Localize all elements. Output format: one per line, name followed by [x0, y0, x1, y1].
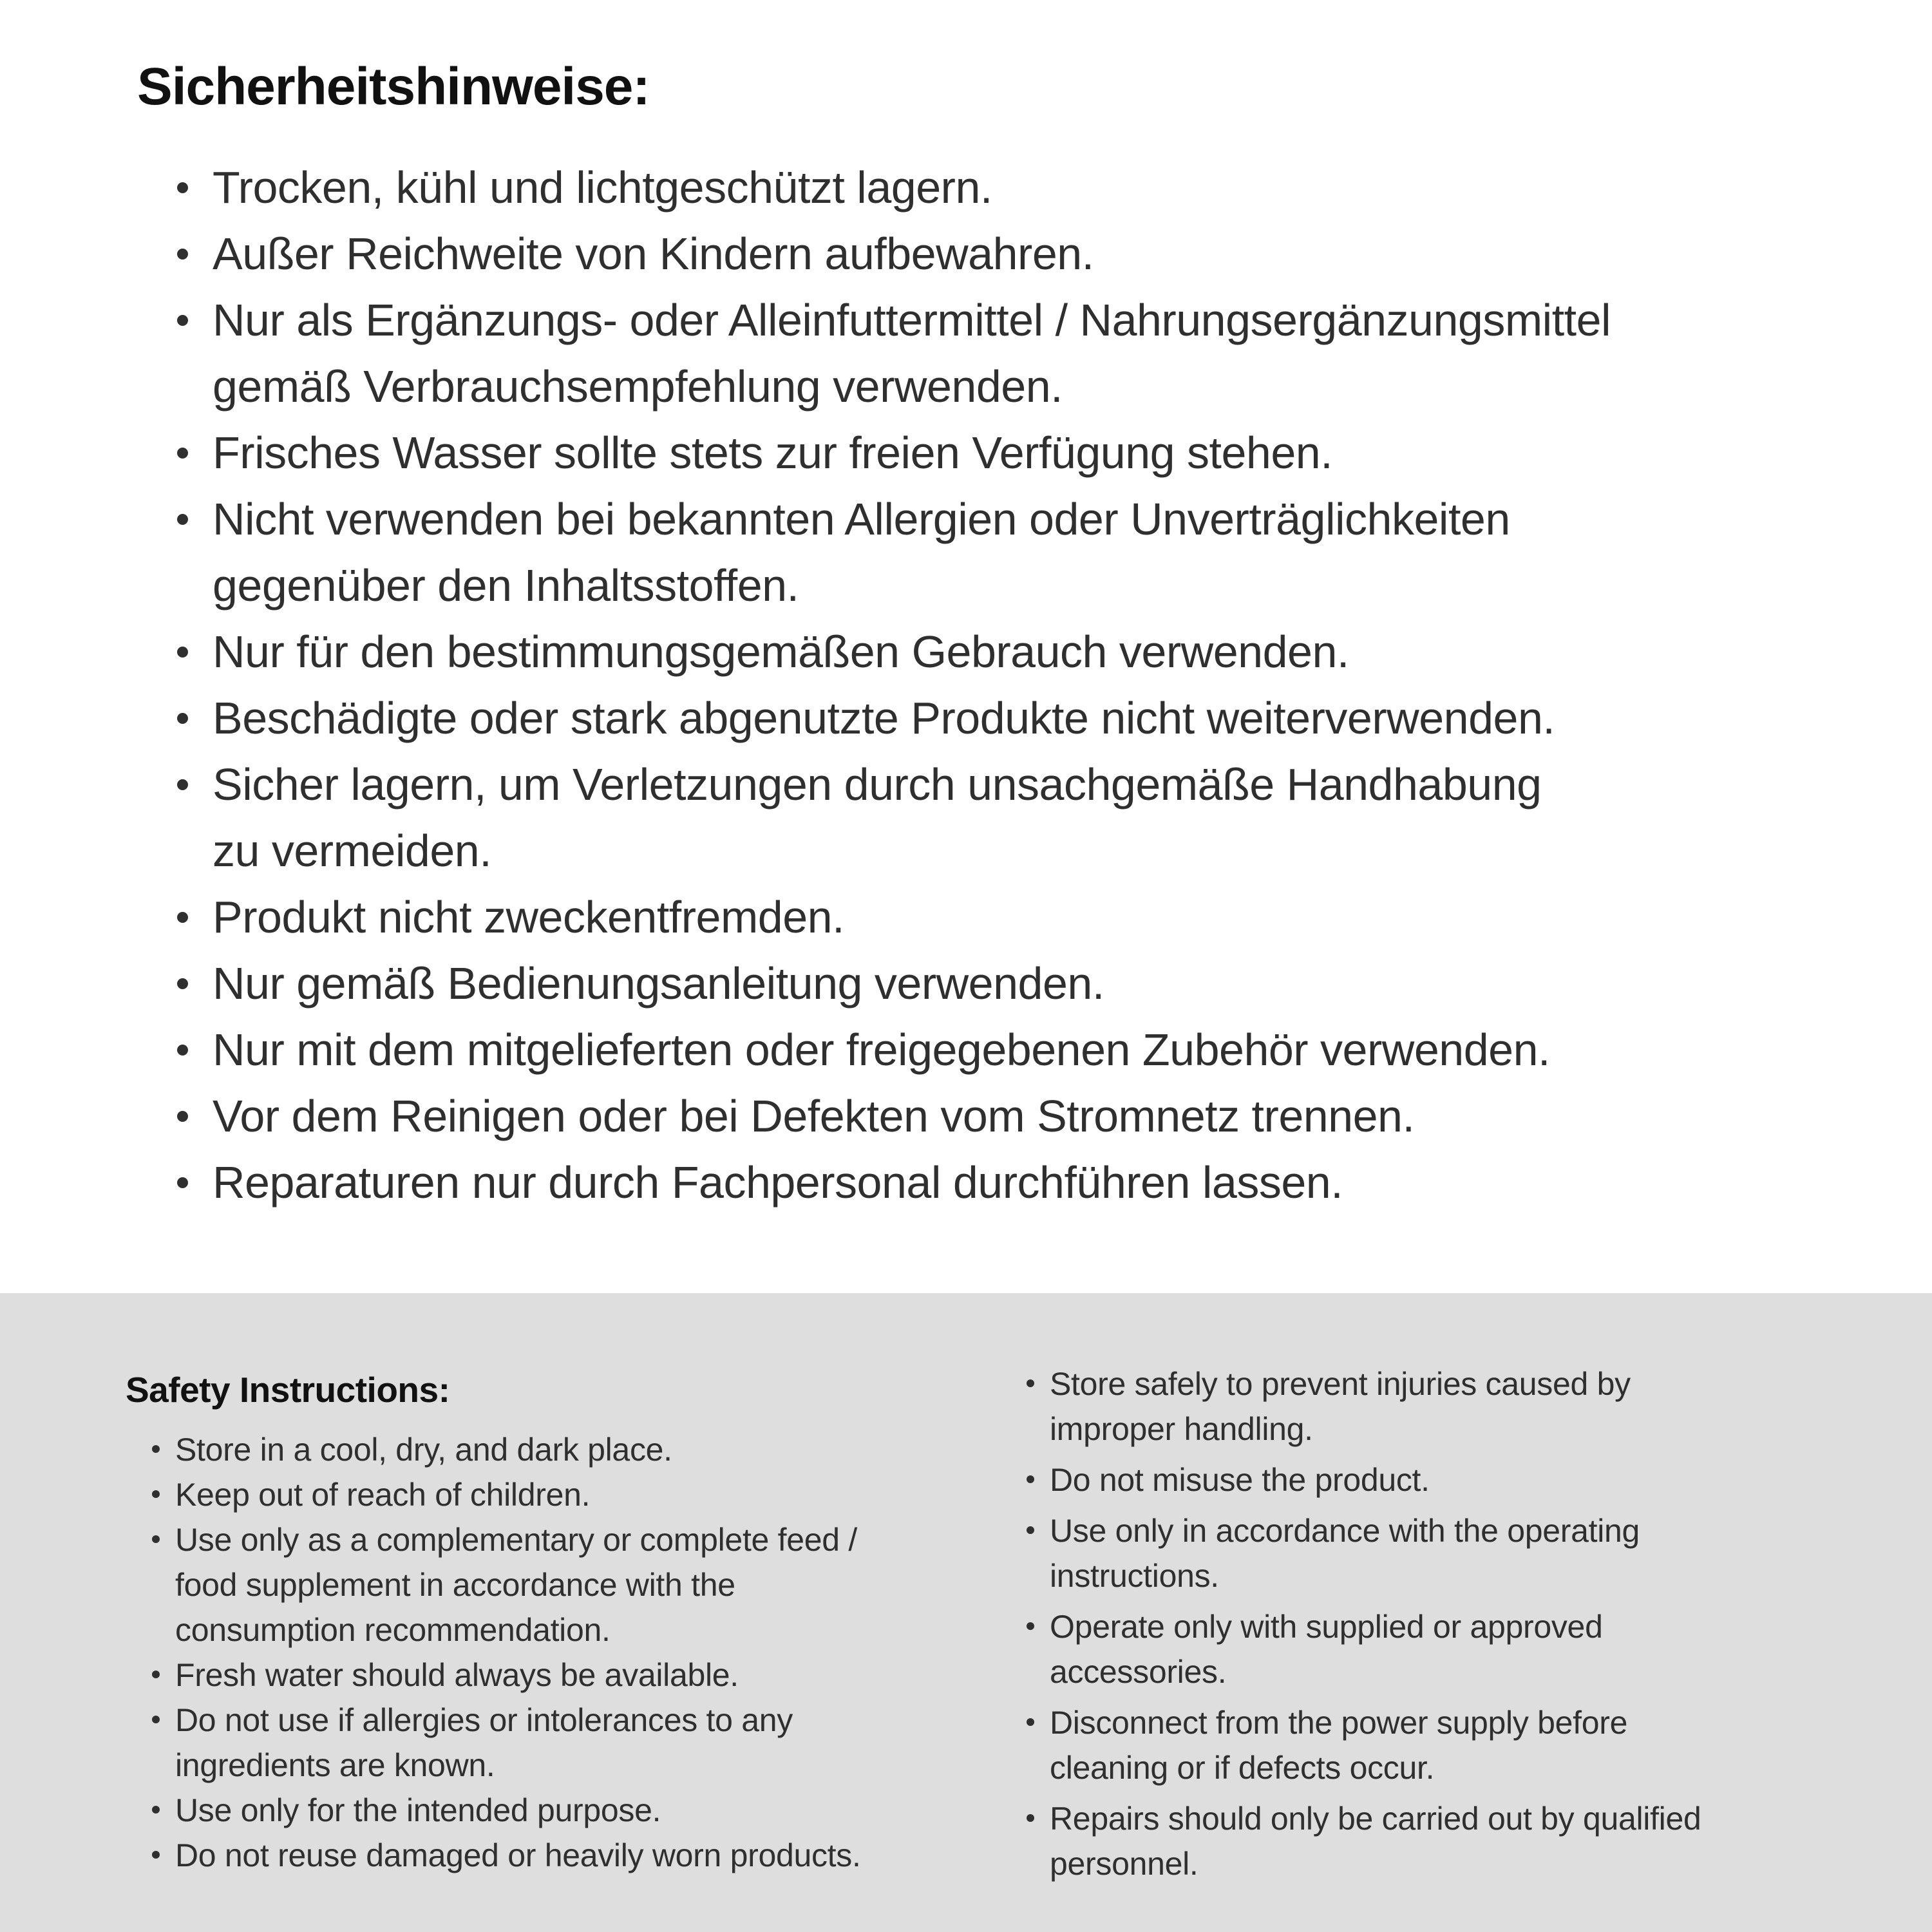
bullet-text-continuation: personnel.	[1050, 1846, 1198, 1882]
bullet-text: Nicht verwenden bei bekannten Allergien oder Unverträglichkeiten	[213, 494, 1510, 544]
bullet-icon	[177, 713, 188, 724]
bullet-text-continuation: consumption recommendation.	[175, 1612, 611, 1648]
bullet-icon	[177, 1111, 188, 1122]
bullet-icon	[177, 315, 188, 326]
bullet-icon	[1027, 1718, 1034, 1726]
list-item	[126, 1517, 1014, 1653]
bullet-text: Operate only with supplied or approved	[1050, 1609, 1603, 1645]
list-item	[1025, 1604, 1901, 1694]
bullet-text-continuation: zu vermeiden.	[213, 826, 492, 876]
list-item	[137, 951, 1812, 1017]
bullet-icon	[1027, 1475, 1034, 1483]
list-item	[137, 486, 1812, 619]
bullet-text-continuation: ingredients are known.	[175, 1747, 495, 1783]
bullet-icon	[177, 182, 188, 193]
bullet-text: Store safely to prevent injuries caused by	[1050, 1366, 1631, 1402]
bullet-text: Beschädigte oder stark abgenutzte Produkte nicht weiterverwenden.	[213, 693, 1555, 743]
bullet-icon	[152, 1535, 160, 1543]
list-item	[137, 884, 1812, 951]
list-item	[1025, 1508, 1901, 1598]
list-item	[137, 287, 1812, 420]
bullet-text: Disconnect from the power supply before	[1050, 1705, 1628, 1741]
bullet-text-continuation: improper handling.	[1050, 1411, 1313, 1447]
list-item	[126, 1788, 1014, 1833]
bullet-icon	[1027, 1379, 1034, 1387]
bullet-text: Do not reuse damaged or heavily worn products.	[175, 1837, 861, 1873]
list-item	[137, 221, 1812, 287]
bullet-text: Sicher lagern, um Verletzungen durch unsachgemäße Handhabung	[213, 759, 1542, 810]
list-item	[1025, 1796, 1901, 1886]
bullet-icon	[177, 249, 188, 260]
english-safety-panel	[0, 1293, 1932, 1932]
bullet-text: Nur als Ergänzungs- oder Alleinfuttermittel / Nahrungsergänzungsmittel	[213, 295, 1611, 345]
bullet-text: Do not misuse the product.	[1050, 1462, 1430, 1498]
german-section-heading: Sicherheitshinweise:	[137, 57, 650, 116]
bullet-icon	[177, 514, 188, 525]
bullet-icon	[152, 1806, 160, 1814]
bullet-text-continuation: food supplement in accordance with the	[175, 1567, 735, 1603]
bullet-text: Use only in accordance with the operating	[1050, 1513, 1640, 1549]
list-item	[126, 1472, 1014, 1517]
list-item	[1025, 1457, 1901, 1502]
bullet-text: Use only as a complementary or complete feed /	[175, 1522, 857, 1558]
bullet-text: Use only for the intended purpose.	[175, 1792, 661, 1828]
bullet-icon	[152, 1851, 160, 1859]
bullet-text: Nur gemäß Bedienungsanleitung verwenden.	[213, 958, 1104, 1009]
bullet-text: Trocken, kühl und lichtgeschützt lagern.	[213, 162, 992, 213]
bullet-text: Frisches Wasser sollte stets zur freien Verfügung stehen.	[213, 428, 1333, 478]
bullet-icon	[177, 647, 188, 658]
bullet-text: Store in a cool, dry, and dark place.	[175, 1432, 672, 1468]
english-section-heading: Safety Instructions:	[126, 1370, 450, 1410]
bullet-text-continuation: gegenüber den Inhaltsstoffen.	[213, 560, 799, 611]
bullet-icon	[152, 1671, 160, 1678]
list-item	[137, 155, 1812, 221]
list-item	[1025, 1700, 1901, 1790]
german-bullet-list	[137, 155, 1812, 1216]
bullet-text: Nur für den bestimmungsgemäßen Gebrauch verwenden.	[213, 627, 1349, 677]
english-left-column	[126, 1427, 1014, 1878]
bullet-text-continuation: instructions.	[1050, 1558, 1219, 1594]
list-item	[137, 1017, 1812, 1083]
list-item	[137, 420, 1812, 486]
bullet-text-continuation: cleaning or if defects occur.	[1050, 1750, 1435, 1786]
bullet-text: Produkt nicht zweckentfremden.	[213, 892, 845, 942]
bullet-text: Außer Reichweite von Kindern aufbewahren.	[213, 229, 1094, 279]
bullet-text-continuation: gemäß Verbrauchsempfehlung verwenden.	[213, 361, 1063, 412]
bullet-text: Repairs should only be carried out by qualified	[1050, 1801, 1701, 1837]
bullet-text-continuation: accessories.	[1050, 1654, 1227, 1690]
list-item	[1025, 1361, 1901, 1452]
list-item	[126, 1833, 1014, 1878]
list-item	[137, 1150, 1812, 1216]
bullet-icon	[177, 978, 188, 989]
bullet-icon	[1027, 1622, 1034, 1630]
list-item	[137, 752, 1812, 884]
list-item	[137, 1083, 1812, 1150]
list-item	[137, 619, 1812, 685]
bullet-icon	[1027, 1814, 1034, 1822]
bullet-text: Keep out of reach of children.	[175, 1477, 591, 1513]
bullet-icon	[177, 1045, 188, 1056]
bullet-text: Fresh water should always be available.	[175, 1657, 739, 1693]
bullet-icon	[1027, 1526, 1034, 1534]
list-item	[126, 1653, 1014, 1698]
bullet-icon	[177, 912, 188, 923]
bullet-icon	[177, 448, 188, 459]
german-safety-section	[137, 57, 1812, 1216]
bullet-text: Nur mit dem mitgelieferten oder freigegebenen Zubehör verwenden.	[213, 1025, 1550, 1075]
bullet-icon	[177, 1177, 188, 1188]
bullet-icon	[152, 1716, 160, 1723]
list-item	[126, 1427, 1014, 1472]
bullet-text: Vor dem Reinigen oder bei Defekten vom Stromnetz trennen.	[213, 1091, 1415, 1141]
bullet-icon	[152, 1445, 160, 1453]
bullet-text: Do not use if allergies or intolerances to any	[175, 1702, 793, 1738]
list-item	[137, 685, 1812, 752]
bullet-icon	[177, 779, 188, 790]
english-right-column	[1025, 1361, 1901, 1892]
bullet-text: Reparaturen nur durch Fachpersonal durchführen lassen.	[213, 1157, 1343, 1208]
bullet-icon	[152, 1490, 160, 1498]
list-item	[126, 1698, 1014, 1788]
